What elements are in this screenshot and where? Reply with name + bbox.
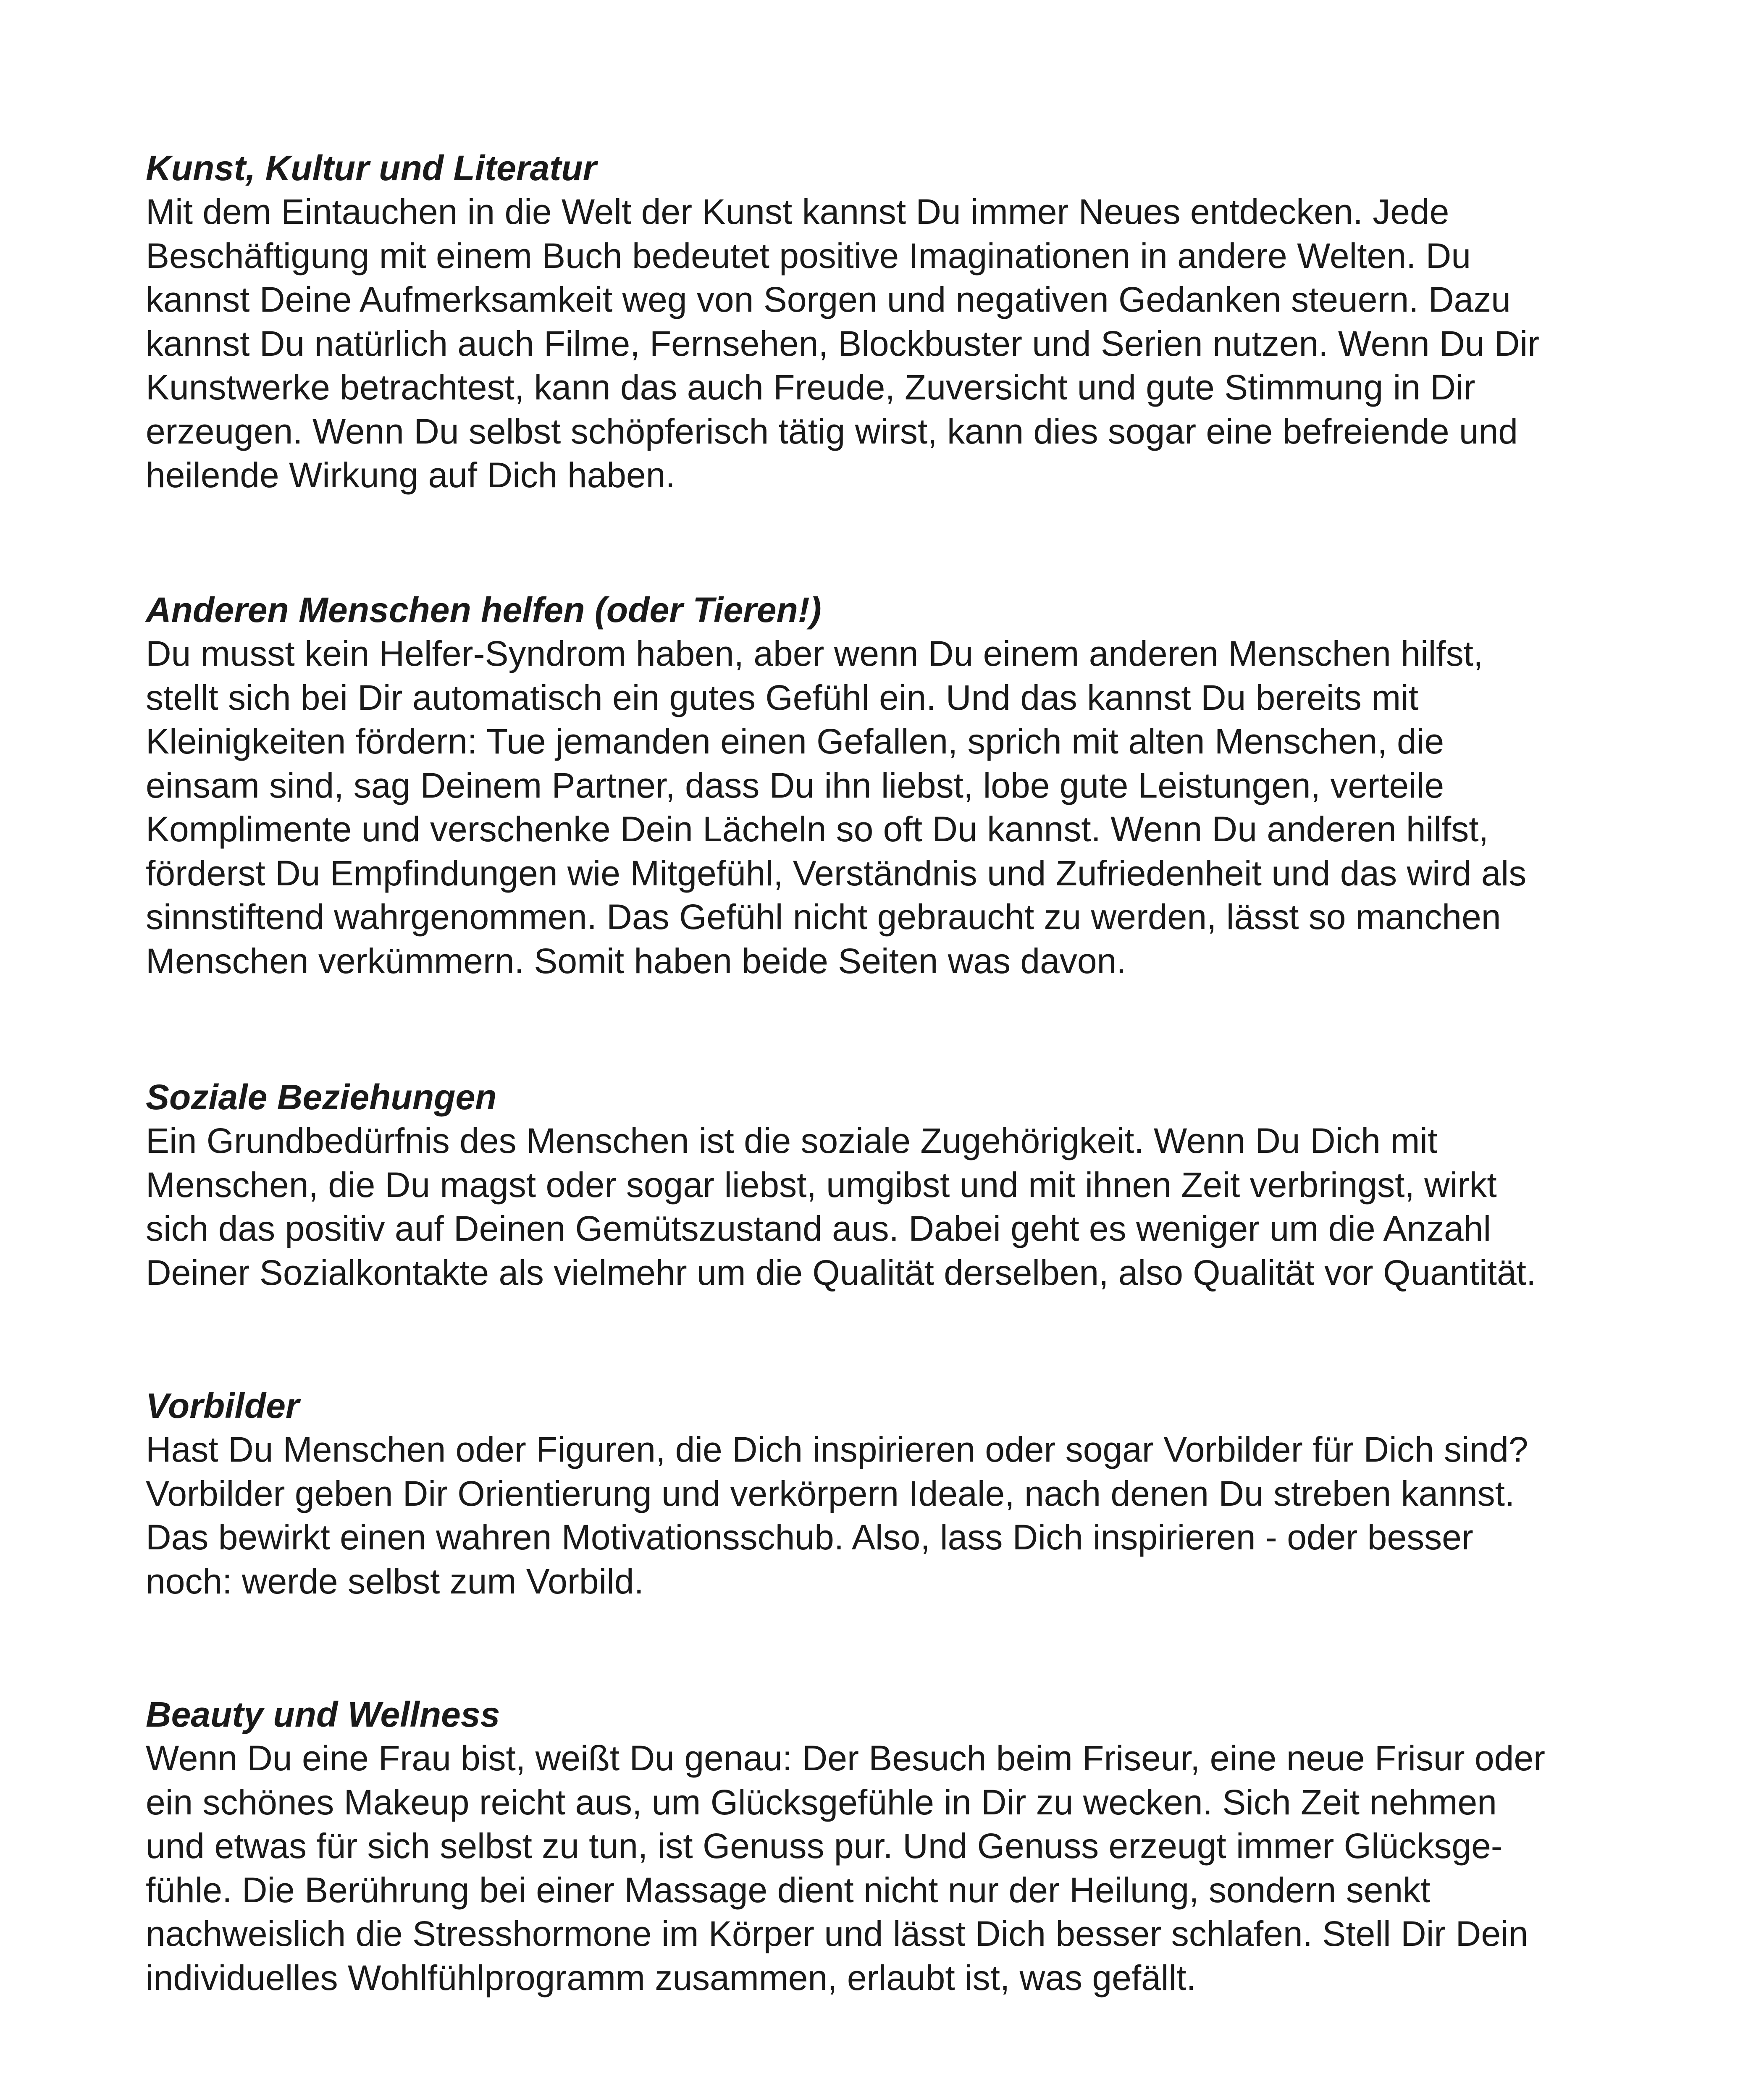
paragraph-line: nachweislich die Stresshormone im Körper und lässt Dich besser schlafen. Stell Dir Dein — [146, 1914, 1528, 1953]
paragraph-line: Du musst kein Helfer-Syndrom haben, aber wenn Du einem anderen Menschen hilfst, — [146, 634, 1483, 673]
section-kunst-kultur-literatur — [146, 146, 1641, 497]
section-beauty-und-wellness — [146, 1693, 1641, 2000]
section-heading: Soziale Beziehungen — [146, 1077, 497, 1117]
paragraph-line: kannst Du natürlich auch Filme, Fernsehen, Blockbuster und Serien nutzen. Wenn Du Dir — [146, 323, 1540, 363]
paragraph-line: Menschen, die Du magst oder sogar liebst, umgibst und mit ihnen Zeit verbringst, wirkt — [146, 1165, 1497, 1205]
paragraph-line: ein schönes Makeup reicht aus, um Glücksgefühle in Dir zu wecken. Sich Zeit nehmen — [146, 1782, 1497, 1822]
section-soziale-beziehungen — [146, 1075, 1641, 1294]
paragraph-line: erzeugen. Wenn Du selbst schöpferisch tätig wirst, kann dies sogar eine befreiende und — [146, 411, 1518, 451]
section-heading: Anderen Menschen helfen (oder Tieren!) — [146, 590, 822, 630]
paragraph-line: heilende Wirkung auf Dich haben. — [146, 455, 675, 495]
paragraph-line: Kleinigkeiten fördern: Tue jemanden einen Gefallen, sprich mit alten Menschen, die — [146, 722, 1444, 761]
paragraph-line: einsam sind, sag Deinem Partner, dass Du ihn liebst, lobe gute Leistungen, verteile — [146, 765, 1444, 805]
paragraph-line: sinnstiftend wahrgenommen. Das Gefühl nicht gebraucht zu werden, lässt so manchen — [146, 897, 1501, 937]
paragraph-line: kannst Deine Aufmerksamkeit weg von Sorgen und negativen Gedanken steuern. Dazu — [146, 280, 1511, 319]
paragraph-line: Wenn Du eine Frau bist, weißt Du genau: Der Besuch beim Friseur, eine neue Frisur oder — [146, 1738, 1546, 1778]
paragraph-line: Das bewirkt einen wahren Motivationsschub. Also, lass Dich inspirieren - oder besser — [146, 1517, 1473, 1557]
paragraph-line: Kunstwerke betrachtest, kann das auch Freude, Zuversicht und gute Stimmung in Dir — [146, 368, 1475, 407]
paragraph-line: individuelles Wohlfühlprogramm zusammen, erlaubt ist, was gefällt. — [146, 1958, 1196, 1998]
paragraph-line: Menschen verkümmern. Somit haben beide Seiten was davon. — [146, 941, 1126, 981]
paragraph-line: und etwas für sich selbst zu tun, ist Genuss pur. Und Genuss erzeugt immer Glücksge- — [146, 1826, 1503, 1866]
paragraph-line: Deiner Sozialkontakte als vielmehr um die Qualität derselben, also Qualität vor Quantität. — [146, 1252, 1536, 1292]
section-vorbilder — [146, 1384, 1641, 1603]
paragraph-line: Ein Grundbedürfnis des Menschen ist die soziale Zugehörigkeit. Wenn Du Dich mit — [146, 1121, 1438, 1160]
section-anderen-menschen-helfen — [146, 588, 1641, 983]
section-heading: Beauty und Wellness — [146, 1695, 500, 1734]
section-heading: Vorbilder — [146, 1386, 299, 1425]
paragraph-line: Mit dem Eintauchen in die Welt der Kunst kannst Du immer Neues entdecken. Jede — [146, 192, 1449, 231]
paragraph-line: förderst Du Empfindungen wie Mitgefühl, Verständnis und Zufriedenheit und das wird als — [146, 853, 1527, 893]
section-heading: Kunst, Kultur und Literatur — [146, 148, 597, 188]
paragraph-line: Vorbilder geben Dir Orientierung und verkörpern Ideale, nach denen Du streben kannst. — [146, 1473, 1515, 1513]
paragraph-line: Beschäftigung mit einem Buch bedeutet positive Imaginationen in andere Welten. Du — [146, 236, 1471, 276]
paragraph-line: Hast Du Menschen oder Figuren, die Dich inspirieren oder sogar Vorbilder für Dich sind? — [146, 1430, 1528, 1469]
paragraph-line: noch: werde selbst zum Vorbild. — [146, 1561, 644, 1601]
paragraph-line: fühle. Die Berührung bei einer Massage dient nicht nur der Heilung, sondern senkt — [146, 1870, 1431, 1910]
paragraph-line: stellt sich bei Dir automatisch ein gutes Gefühl ein. Und das kannst Du bereits mit — [146, 677, 1419, 717]
paragraph-line: Komplimente und verschenke Dein Lächeln so oft Du kannst. Wenn Du anderen hilfst, — [146, 809, 1488, 849]
paragraph-line: sich das positiv auf Deinen Gemütszustand aus. Dabei geht es weniger um die Anzahl — [146, 1209, 1491, 1248]
